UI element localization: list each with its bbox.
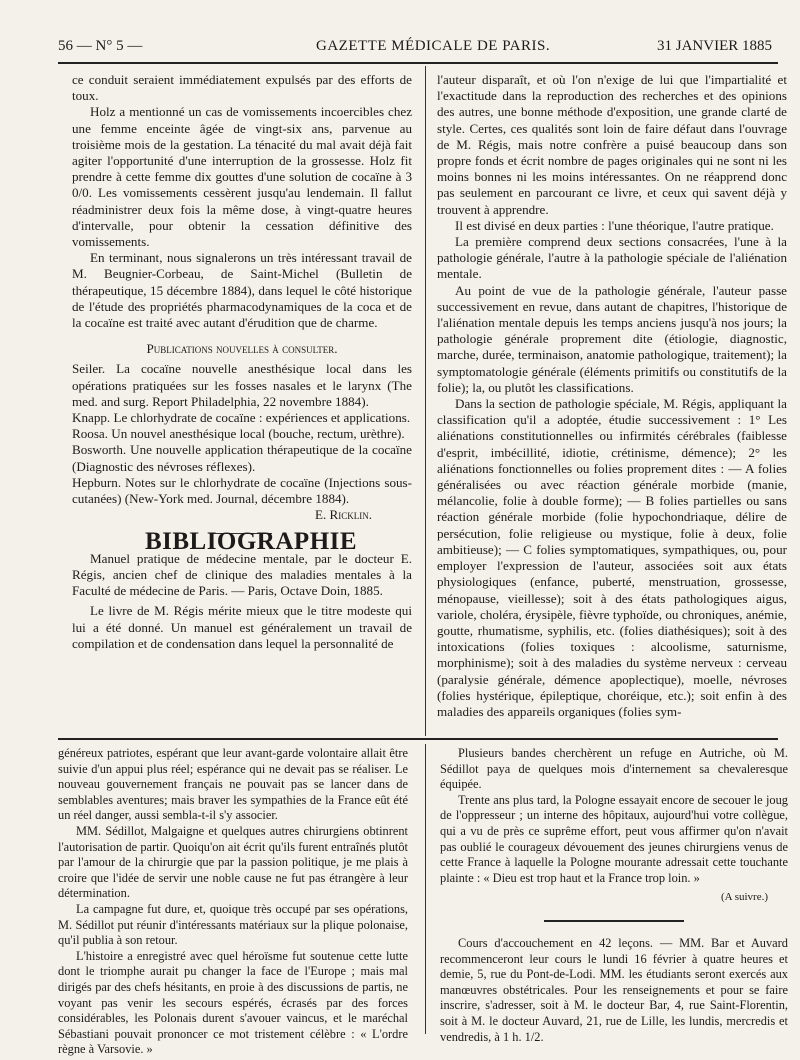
paragraph: Dans la section de pathologie spéciale, M. Régis, appliquant la classification qu'il a adoptée, étudie successivement : 1° Les aliénations constitutionnelles ou infirmités cérébrales (faiblesse d'esprit, imbécillité, idiotie, crétinisme, démence); 2° les aliénations fonctionnelles ou folies proprement dites : — A folies généralisées ou avec réaction générale morbide (manie, mélancolie, folie à double forme); — B folies partielles ou sans réaction générale morbide (folie hypochondriaque, délire de persécution, folie religieuse ou mystique, folie à deux, folie ambitieuse); — C folies symptomatiques, sympathiques, ou, pour employer l'expression de l'auteur, associées soit aux états physiologiques (enfance, puberté, menstruation, grossesse, ménopause, vieillesse); soit à des états pathologiques aigus, variole, choléra, érysipèle, fièvre typhoïde, ou chroniques, anémie, goutte, rhumatisme, syphilis, etc. (folies diathésiques); soit à des intoxications (folies toxiques : alcoolisme, saturnisme, morphinisme); soit à des maladies du système nerveux : cerveau (paralysie générale, démence apoplectique), moelle, névroses (folies hystérique, épileptique, choréique, etc.); soit enfin à des maladies des appareils organiques (folies sym- [437, 396, 787, 719]
journal-title: GAZETTE MÉDICALE DE PARIS. [316, 38, 551, 54]
author-signature: E. Ricklin. [314, 507, 372, 523]
reference-item: Bosworth. Une nouvelle application thérapeutique de la cocaïne (Diagnostic des névroses réflexes). [72, 442, 412, 474]
reference-list [72, 361, 412, 507]
paragraph: l'auteur disparaît, et où l'on n'exige de lui que l'impartialité et l'exactitude dans la reproduction des recherches et des opinions des autres, une bonne méthode d'exposition, une grande clarté de style. Certes, ces qualités sont loin de faire défaut dans l'ouvrage de M. Régis, mais notre confrère a puisé beaucoup dans son propre fonds et écrit nombre de pages originales qui ne sont ni les moins bonnes ni les moins intéressantes. On ne réapprend donc pas seulement en parcourant ce livre, et ceux qui savent déjà y trouvent à apprendre. [437, 72, 787, 217]
feuilleton-rule [58, 738, 778, 740]
section-heading: Publications nouvelles à consulter. [146, 341, 338, 357]
announcement: Cours d'accouchement en 42 leçons. — MM. Bar et Auvard recommenceront leur cours le lundi 16 février à quatre heures et demie, 5, rue du Pont-de-Lodi. MM. les étudiants seront exercés aux manœuvres obstétricales. Pour les renseignements et pour se faire inscrire, s'adresser, soit à M. le docteur Bar, 4, rue Saint-Florentin, soit à M. le docteur Auvard, 21, rue de Lille, les lundis, mercredis et vendredis, à 1 h. 1/2. [440, 935, 788, 1044]
paragraph: La première comprend deux sections consacrées, l'une à la pathologie générale, l'autre à la pathologie spéciale de l'aliénation mentale. [437, 234, 787, 282]
paragraph: Trente ans plus tard, la Pologne essayait encore de secouer le joug de l'oppresseur ; un interne des hôpitaux, aujourd'hui votre collègue, qui a vu de près ce suprême effort, peut vous affirmer qu'on n'avait pas oublié le courageux dévouement des jeunes chirurgiens venus de cette France à laquelle la Pologne mourante adressait cette touchante plainte : « Dieu est trop haut et la France trop loin. » [440, 792, 788, 885]
right-column [437, 72, 787, 720]
bibliography-title: BIBLIOGRAPHIE [144, 528, 358, 556]
paragraph: Plusieurs bandes cherchèrent un refuge en Autriche, où M. Sédillot paya de quelques mois d'internement sa chevaleresque équipée. [440, 746, 788, 792]
issue-date: 31 JANVIER 1885 [657, 38, 772, 54]
to-be-continued: (A suivre.) [720, 891, 768, 904]
header-rule [58, 62, 778, 64]
paragraph: Au point de vue de la pathologie générale, l'auteur passe successivement en revue, dans autant de chapitres, l'historique de l'aliénation mentale depuis les temps anciens jusqu'à nos jours; la pathologie générale proprement dite (étiologie, diagnostic, marche, durée, terminaison, anatomie pathologique, traitement); la symptomatologie générale (éléments primitifs ou constitutifs de la folie); la, ou plutôt les classifications. [437, 282, 787, 395]
paragraph: Il est divisé en deux parties : l'une théorique, l'autre pratique. [455, 217, 774, 233]
paragraph: L'histoire a enregistré avec quel héroïsme fut soutenue cette lutte dont le triomphe aurait pu changer la face de l'Europe ; mais mal dirigés par des chefs hésitants, en proie à des discussions de partis, ne voyant pas venir les secours espérés, écrasés par des forces considérables, les Polonais durent s'avouer vaincus, et le maréchal Sébastiani pouvait prononcer ce mot tristement célèbre : « L'ordre règne à Varsovie. » [58, 948, 408, 1057]
running-head [58, 38, 772, 60]
feuilleton-column-divider [425, 744, 426, 1034]
page-number: 56 — N° 5 — [58, 38, 143, 54]
reference-item: Knapp. Le chlorhydrate de cocaïne : expériences et applications. [72, 410, 411, 426]
paragraph: ce conduit seraient immédiatement expulsés par des efforts de toux. [72, 72, 412, 104]
paragraph: généreux patriotes, espérant que leur avant-garde volontaire allait être suivie d'un appui plus réel; espérance qui ne devait pas se réaliser. Le nouveau gouvernement français ne pouvait pas se lancer dans de semblables aventures; mais braver les sympathies de la France eût été un réel danger, aussi sembla-t-il s'y associer. [58, 746, 408, 823]
paragraph: MM. Sédillot, Malgaigne et quelques autres chirurgiens obtinrent l'autorisation de partir. Quoiqu'on ait écrit qu'ils furent entraînés plutôt par l'amour de la chirurgie que par la passion politique, je me plais à croire que l'idée de servir une noble cause ne fut pas étrangère à leur détermination. [58, 823, 408, 901]
reference-item: Hepburn. Notes sur le chlorhydrate de cocaïne (Injections sous-cutanées) (New-York med. Journal, décembre 1884). [72, 474, 412, 507]
left-column [72, 72, 412, 652]
paragraph: Le livre de M. Régis mérite mieux que le titre modeste qui lui a été donné. Un manuel est généralement un travail de compilation et de condensation dans lequel la personnalité de [72, 603, 412, 651]
paragraph: En terminant, nous signalerons un très intéressant travail de M. Beugnier-Corbeau, de Saint-Michel (Bulletin de thérapeutique, 15 décembre 1884), dans lequel le côté historique de l'étude des propriétés pharmacodynamiques de la coca et de la cocaïne est traité avec autant d'érudition que de charme. [72, 250, 412, 331]
feuilleton-right-column [440, 746, 788, 1045]
reference-item: Seiler. La cocaïne nouvelle anesthésique local dans les opérations pratiquées sur les fosses nasales et le larynx (The med. and surg. Report Philadelphia, 22 novembre 1884). [72, 361, 412, 409]
feuilleton-left-column [58, 746, 408, 1058]
book-reference: Manuel pratique de médecine mentale, par le docteur E. Régis, ancien chef de clinique des maladies mentales à la Faculté de médecine de Paris. — Paris, Octave Doin, 1885. [72, 550, 412, 599]
paragraph: La campagne fut dure, et, quoique très occupé par ses opérations, M. Sédillot put réunir d'intéressants matériaux sur la plique polonaise, qu'il publia à son retour. [58, 901, 408, 948]
section-rule [544, 920, 684, 922]
column-divider [425, 66, 426, 736]
reference-item: Roosa. Un nouvel anesthésique local (bouche, rectum, urèthre). [72, 426, 405, 442]
paragraph: Holz a mentionné un cas de vomissements incoercibles chez une femme enceinte âgée de vingt-six ans, parvenue au troisième mois de la gestation. La ténacité du mal avait déjà fait agiter l'opportunité d'une interruption de la grossesse. Holz fit prendre à cette femme dix gouttes d'une solution de cocaïne à 3 0/0. Les vomissements cessèrent jusqu'au lendemain. Il fallut réadministrer deux fois la même dose, à vingt-quatre heures d'intervalle, pour obtenir la cessation définitive des vomissements. [72, 104, 412, 250]
